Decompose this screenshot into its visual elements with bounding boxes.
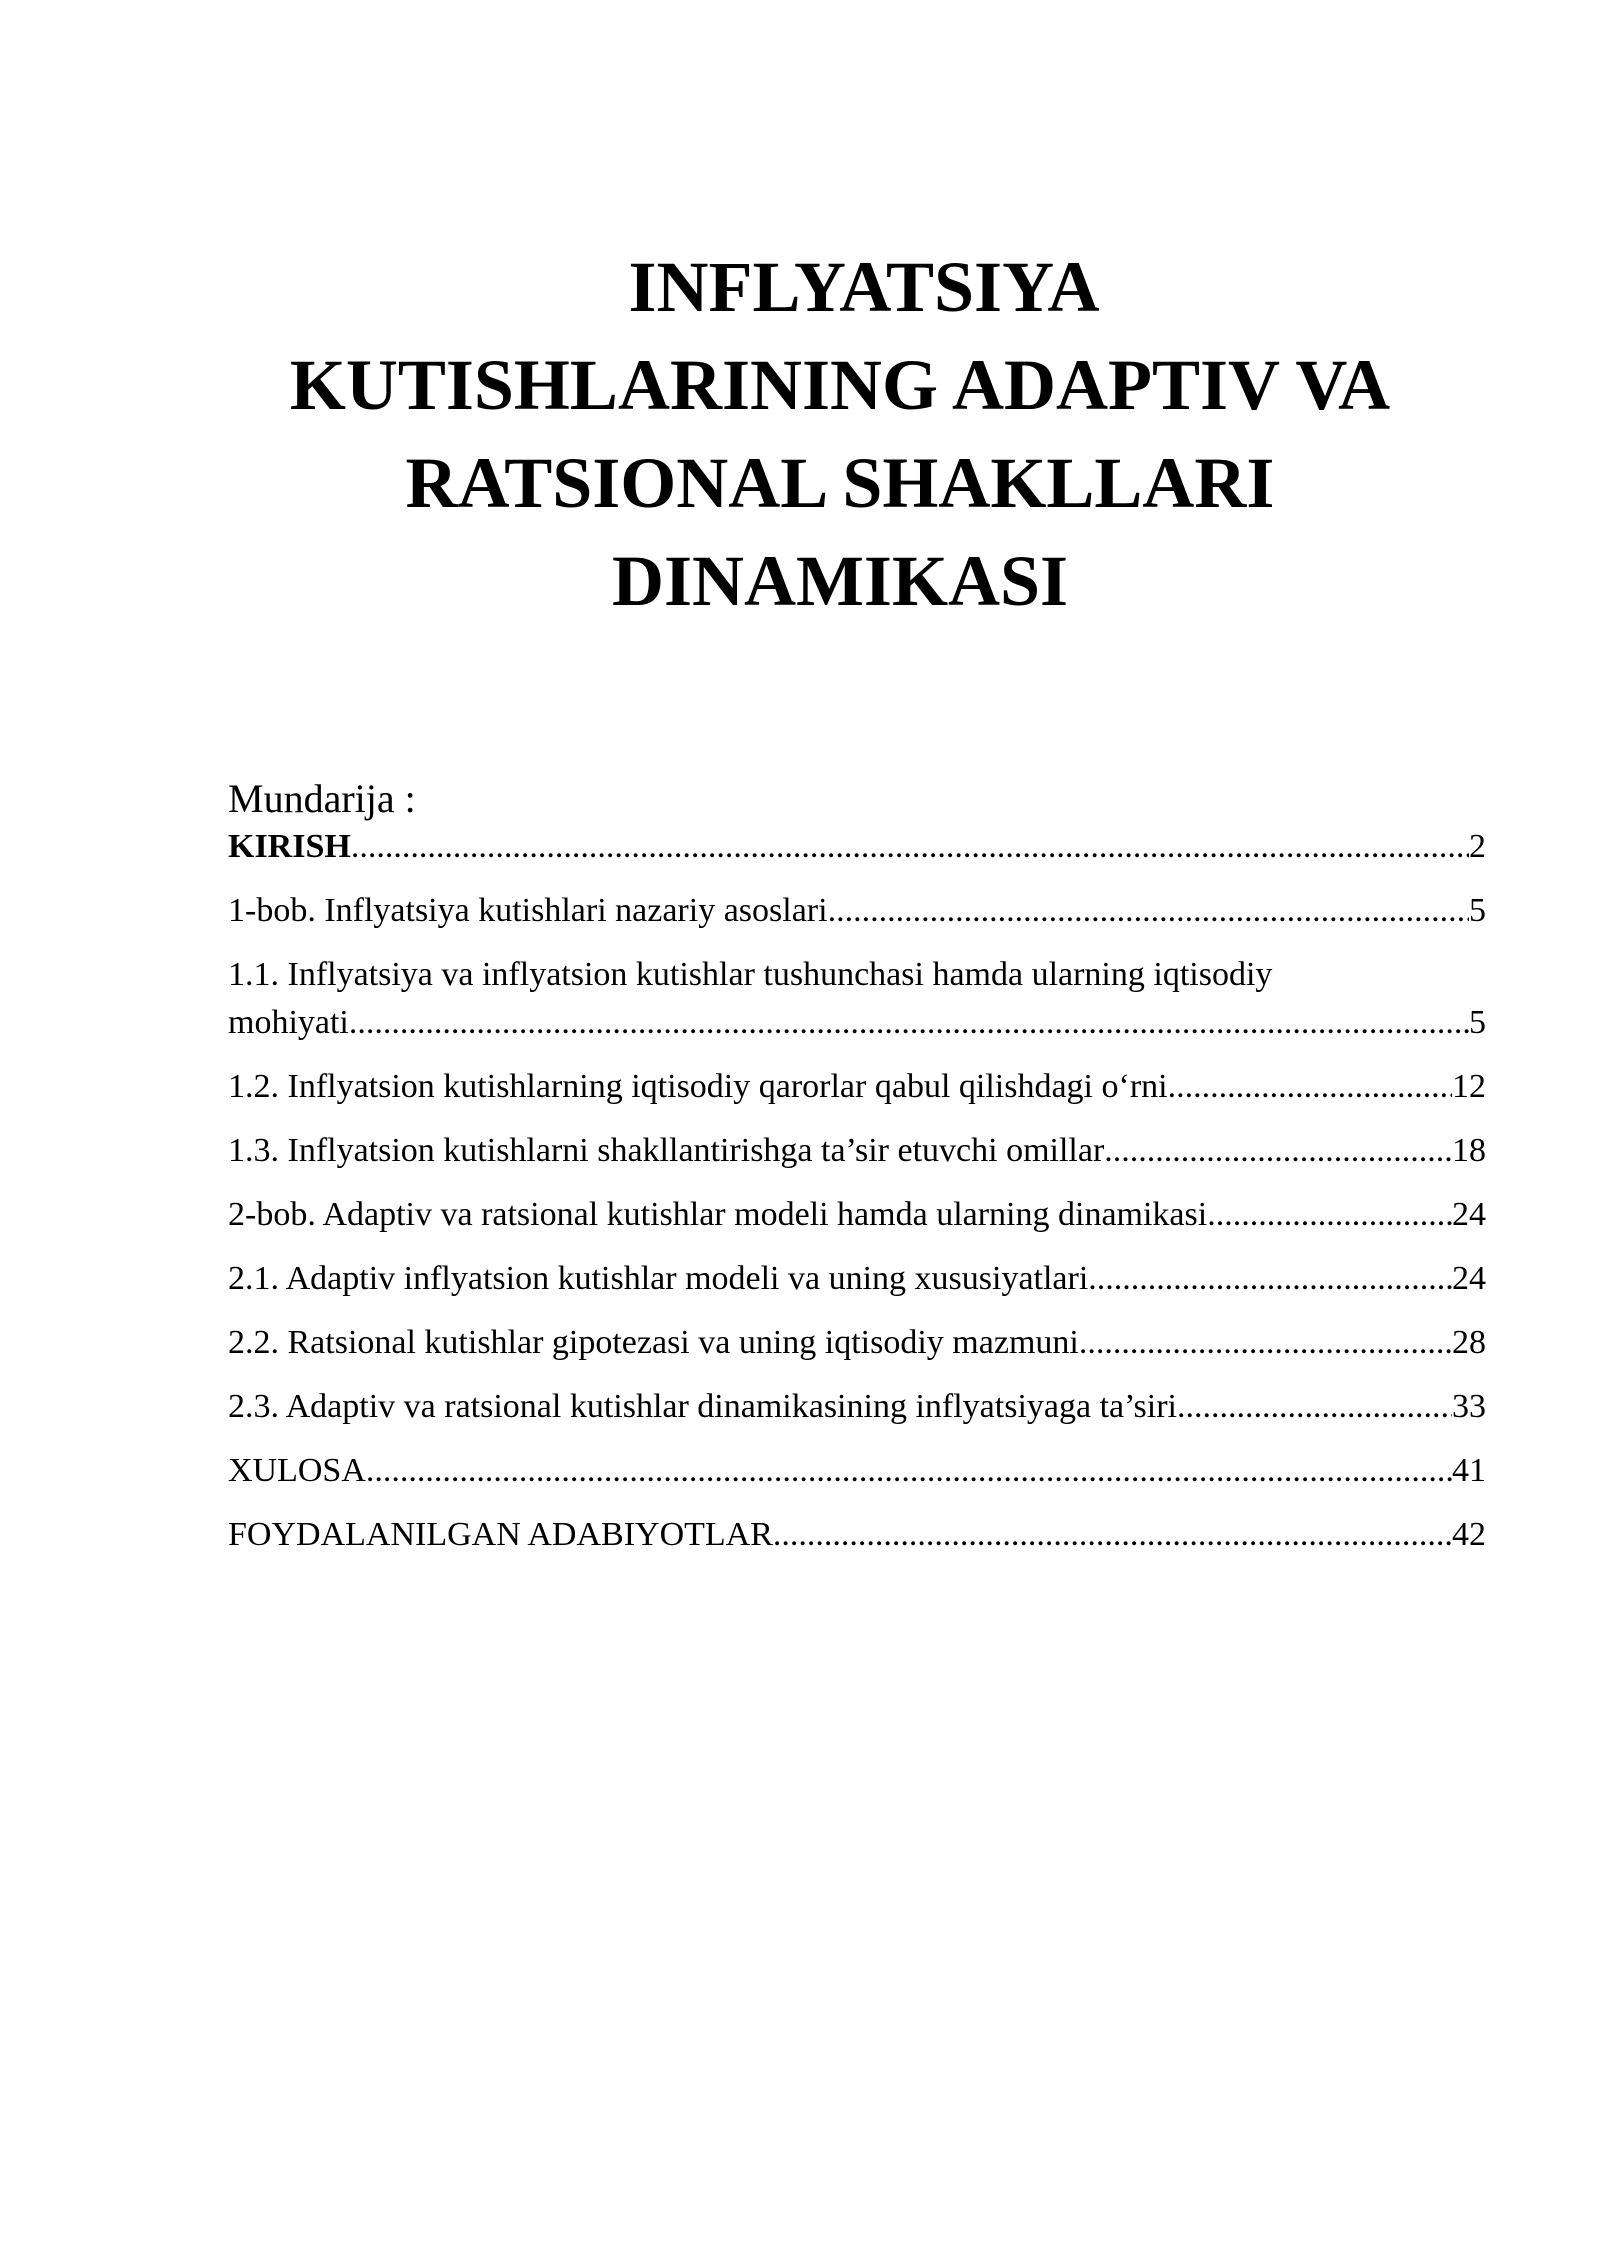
- toc-dot-leader: [1168, 1063, 1452, 1111]
- toc-entry-label-continued: mohiyati: [228, 1004, 349, 1041]
- toc-dot-leader: [1088, 1255, 1452, 1303]
- toc-entry-label: FOYDALANILGAN ADABIYOTLAR: [228, 1516, 773, 1553]
- toc-entry-page: 33: [1452, 1388, 1486, 1425]
- toc-dot-leader: [366, 1447, 1452, 1495]
- toc-dot-leader: [1177, 1383, 1452, 1431]
- document-title: [240, 238, 1440, 630]
- toc-entry-label: KIRISH: [228, 828, 351, 865]
- toc-entry-label: XULOSA: [228, 1452, 366, 1489]
- toc-entry-label: 1-bob. Inflyatsiya kutishlari nazariy asoslari: [228, 892, 828, 929]
- toc-entry-page: 42: [1452, 1516, 1486, 1553]
- toc-entry-label: 1.2. Inflyatsion kutishlarning iqtisodiy qarorlar qabul qilishdagi o‘rni: [228, 1068, 1168, 1105]
- toc-entry-page: 2: [1469, 828, 1486, 865]
- toc-list: [228, 823, 1486, 1559]
- toc-entry-page: 18: [1452, 1132, 1486, 1169]
- toc-entry-label: 2.1. Adaptiv inflyatsion kutishlar modeli va uning xususiyatlari: [228, 1260, 1089, 1297]
- toc-entry-page: 5: [1469, 892, 1486, 929]
- toc-entry-section-1-1[interactable]: [228, 951, 1486, 1047]
- toc-entry-page: 24: [1452, 1196, 1486, 1233]
- toc-entry-section-2-2[interactable]: [228, 1319, 1486, 1367]
- toc-entry-label: 1.3. Inflyatsion kutishlarni shakllantirishga ta’sir etuvchi omillar: [228, 1132, 1105, 1169]
- toc-entry-label: 1.1. Inflyatsiya va inflyatsion kutishlar tushunchasi hamda ularning iqtisodiy: [228, 956, 1273, 993]
- toc-entry-page: 5: [1469, 1004, 1486, 1041]
- toc-dot-leader: [773, 1511, 1452, 1559]
- toc-entry-label: 2.3. Adaptiv va ratsional kutishlar dinamikasining inflyatsiyaga ta’siri: [228, 1388, 1177, 1425]
- toc-entry-label: 2.2. Ratsional kutishlar gipotezasi va uning iqtisodiy mazmuni: [228, 1324, 1079, 1361]
- toc-dot-leader: [1207, 1191, 1452, 1239]
- toc-entry-xulosa[interactable]: [228, 1447, 1486, 1495]
- toc-dot-leader: [1079, 1319, 1452, 1367]
- title-line: KUTISHLARINING ADAPTIV VA: [289, 345, 1391, 425]
- toc-entry-section-1-2[interactable]: [228, 1063, 1486, 1111]
- toc-dot-leader: [828, 887, 1469, 935]
- toc-heading: Mundarija :: [228, 776, 416, 821]
- toc-dot-leader: [349, 999, 1469, 1047]
- toc-entry-kirish[interactable]: [228, 823, 1486, 871]
- toc-entry-references[interactable]: [228, 1511, 1486, 1559]
- toc-entry-section-2-1[interactable]: [228, 1255, 1486, 1303]
- toc-entry-page: 24: [1452, 1260, 1486, 1297]
- toc-dot-leader: [1104, 1127, 1452, 1175]
- toc-dot-leader: [351, 823, 1469, 871]
- toc-entry-page: 28: [1452, 1324, 1486, 1361]
- title-line: RATSIONAL SHAKLLARI: [405, 443, 1275, 523]
- toc-entry-page: 41: [1452, 1452, 1486, 1489]
- table-of-contents: [228, 775, 1486, 1575]
- toc-entry-chapter-2[interactable]: [228, 1191, 1486, 1239]
- toc-entry-section-2-3[interactable]: [228, 1383, 1486, 1431]
- toc-entry-section-1-3[interactable]: [228, 1127, 1486, 1175]
- title-line: DINAMIKASI: [611, 541, 1069, 621]
- toc-entry-chapter-1[interactable]: [228, 887, 1486, 935]
- toc-entry-label: 2-bob. Adaptiv va ratsional kutishlar modeli hamda ularning dinamikasi: [228, 1196, 1208, 1233]
- title-line: INFLYATSIYA: [628, 247, 1100, 327]
- toc-entry-page: 12: [1452, 1068, 1486, 1105]
